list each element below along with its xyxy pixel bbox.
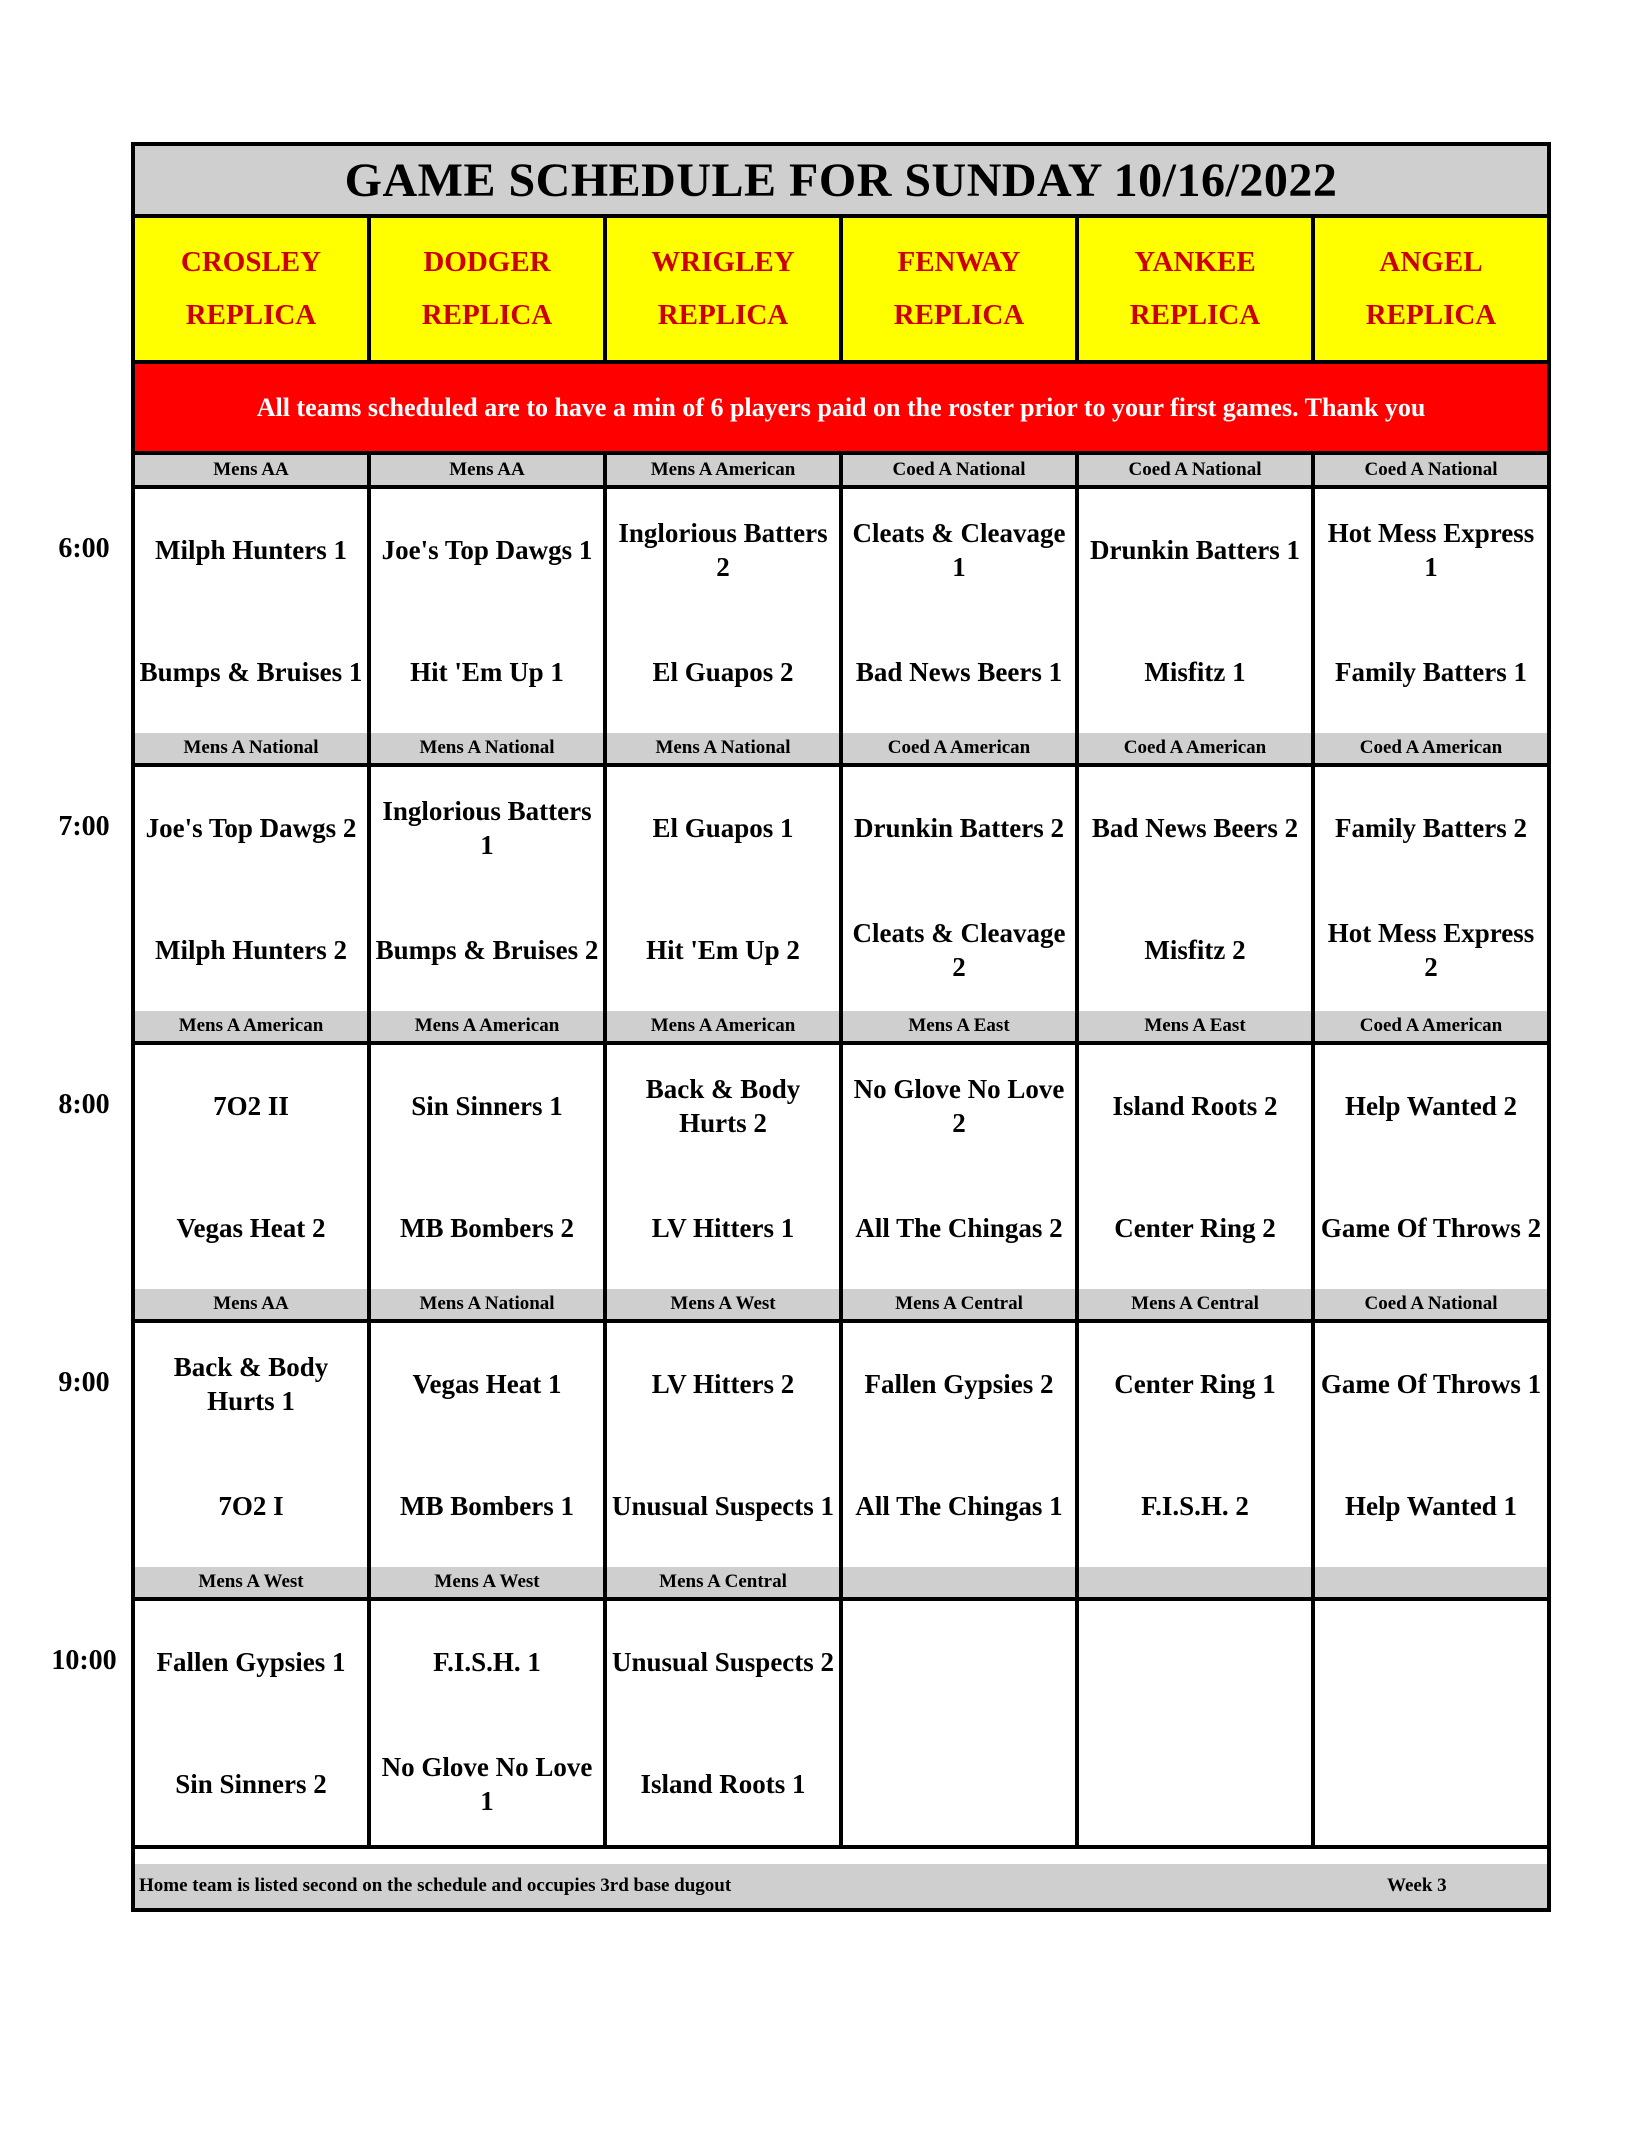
home-team: Bumps & Bruises 2 <box>375 935 599 965</box>
home-team: MB Bombers 2 <box>400 1213 574 1243</box>
home-team: Hit 'Em Up 1 <box>410 657 564 687</box>
division-row <box>135 733 1547 767</box>
division-label: Coed A National <box>1079 455 1315 485</box>
game-cell <box>135 1045 371 1289</box>
field-name: CROSLEY <box>180 246 322 278</box>
home-team: Bumps & Bruises 1 <box>139 657 363 687</box>
division-label: Mens A East <box>1079 1011 1315 1041</box>
home-team: Cleats & Cleavage 2 <box>852 918 1066 982</box>
division-label: Mens A American <box>607 455 843 485</box>
field-name: ANGEL <box>1379 246 1483 278</box>
division-label: Mens AA <box>135 1289 371 1319</box>
field-header <box>843 218 1079 360</box>
division-row <box>135 455 1547 489</box>
away-team: Vegas Heat 1 <box>412 1369 562 1399</box>
away-team: F.I.S.H. 1 <box>433 1647 541 1677</box>
away-team: Center Ring 1 <box>1114 1369 1276 1399</box>
game-cell <box>1315 1601 1547 1845</box>
away-team <box>1315 1601 1547 1723</box>
away-team: Cleats & Cleavage 1 <box>852 518 1066 582</box>
field-header <box>1079 218 1315 360</box>
away-team: Game Of Throws 1 <box>1320 1369 1542 1399</box>
away-team: Drunkin Batters 2 <box>853 813 1064 843</box>
game-cell <box>135 489 371 733</box>
game-row <box>135 489 1547 737</box>
away-team: Milph Hunters 1 <box>154 535 348 565</box>
game-cell <box>371 1045 607 1289</box>
game-cell <box>1315 767 1547 1011</box>
game-cell <box>843 1601 1079 1845</box>
game-cell <box>607 489 843 733</box>
field-subtitle: REPLICA <box>185 299 317 331</box>
division-label: Mens A National <box>607 733 843 763</box>
away-team: Back & Body Hurts 2 <box>645 1074 801 1138</box>
game-cell <box>843 1045 1079 1289</box>
game-cell <box>135 1323 371 1567</box>
time-label: 8:00 <box>58 1089 110 1120</box>
home-team: Hit 'Em Up 2 <box>646 935 800 965</box>
division-label: Coed A American <box>843 733 1079 763</box>
division-label <box>1315 1567 1547 1597</box>
game-cell <box>1079 1045 1315 1289</box>
home-team: 7O2 I <box>218 1491 284 1521</box>
division-label: Mens AA <box>135 455 371 485</box>
game-cell <box>1315 1045 1547 1289</box>
division-label: Mens A National <box>371 733 607 763</box>
field-header-row <box>135 218 1547 364</box>
game-cell <box>843 489 1079 733</box>
away-team: Inglorious Batters 1 <box>382 796 592 860</box>
division-label: Mens A American <box>371 1011 607 1041</box>
field-name: WRIGLEY <box>651 246 795 278</box>
game-cell <box>1079 1323 1315 1567</box>
division-row <box>135 1289 1547 1323</box>
division-label: Mens A West <box>371 1567 607 1597</box>
away-team: LV Hitters 2 <box>651 1369 795 1399</box>
time-slot-block <box>135 1011 1547 1293</box>
field-header <box>371 218 607 360</box>
away-team: Help Wanted 2 <box>1344 1091 1518 1121</box>
game-cell <box>843 767 1079 1011</box>
field-subtitle: REPLICA <box>657 299 789 331</box>
game-cell <box>371 489 607 733</box>
division-label: Coed A National <box>1364 1293 1498 1314</box>
game-cell <box>135 767 371 1011</box>
division-row <box>135 1011 1547 1045</box>
division-label: Mens A Central <box>607 1567 843 1597</box>
page-title: GAME SCHEDULE FOR SUNDAY 10/16/2022 <box>135 146 1547 218</box>
away-team: Fallen Gypsies 2 <box>864 1369 1054 1399</box>
game-cell <box>371 1323 607 1567</box>
game-cell <box>607 1601 843 1845</box>
home-team: Help Wanted 1 <box>1344 1491 1518 1521</box>
time-slot-block <box>135 733 1547 1015</box>
home-team: Misfitz 2 <box>1144 935 1246 965</box>
field-subtitle: REPLICA <box>1365 299 1497 331</box>
away-team: Bad News Beers 2 <box>1091 813 1299 843</box>
game-row <box>135 1045 1547 1293</box>
time-label: 9:00 <box>58 1367 110 1398</box>
division-label: Mens A National <box>371 1289 607 1319</box>
away-team: Joe's Top Dawgs 1 <box>381 535 593 565</box>
division-label: Mens A West <box>135 1567 371 1597</box>
time-slot-block <box>135 1289 1547 1571</box>
division-label: Mens AA <box>371 455 607 485</box>
time-label: 7:00 <box>58 811 110 842</box>
home-team: Milph Hunters 2 <box>154 935 348 965</box>
home-team: Unusual Suspects 1 <box>611 1491 835 1521</box>
away-team: Fallen Gypsies 1 <box>156 1647 346 1677</box>
time-slot-block <box>135 455 1547 737</box>
home-team: F.I.S.H. 2 <box>1141 1491 1249 1521</box>
division-label: Coed A National <box>843 455 1079 485</box>
home-team <box>1315 1723 1547 1845</box>
game-cell <box>607 1323 843 1567</box>
field-header <box>607 218 843 360</box>
division-label <box>843 1567 1079 1597</box>
field-header <box>135 218 371 360</box>
game-cell <box>135 1601 371 1845</box>
home-team: Hot Mess Express 2 <box>1327 918 1535 982</box>
schedule-footer <box>135 1864 1547 1908</box>
game-cell <box>607 767 843 1011</box>
game-cell <box>371 767 607 1011</box>
away-team: Sin Sinners 1 <box>411 1091 563 1121</box>
game-cell <box>371 1601 607 1845</box>
home-team <box>843 1723 1075 1845</box>
home-team: Island Roots 1 <box>640 1769 806 1799</box>
field-name: FENWAY <box>897 246 1021 278</box>
division-label <box>1079 1567 1315 1597</box>
division-row <box>135 1567 1547 1601</box>
home-team: MB Bombers 1 <box>400 1491 574 1521</box>
home-team: All The Chingas 1 <box>855 1491 1063 1521</box>
away-team: Hot Mess Express 1 <box>1327 518 1535 582</box>
time-slot-block <box>135 1567 1547 1849</box>
away-team <box>1079 1601 1311 1723</box>
away-team: Back & Body Hurts 1 <box>173 1352 329 1416</box>
division-label: Mens A American <box>607 1011 843 1041</box>
division-label: Mens A West <box>607 1289 843 1319</box>
game-row <box>135 767 1547 1015</box>
home-team: Sin Sinners 2 <box>175 1769 327 1799</box>
division-label: Mens A East <box>843 1011 1079 1041</box>
away-team: Island Roots 2 <box>1112 1091 1278 1121</box>
home-team: All The Chingas 2 <box>855 1213 1063 1243</box>
game-row <box>135 1323 1547 1571</box>
game-cell <box>1079 1601 1315 1845</box>
field-subtitle: REPLICA <box>893 299 1025 331</box>
division-label: Mens A National <box>135 733 371 763</box>
field-subtitle: REPLICA <box>1129 299 1261 331</box>
time-label: 6:00 <box>58 533 110 564</box>
away-team: El Guapos 1 <box>652 813 794 843</box>
roster-notice: All teams scheduled are to have a min of 6 players paid on the roster prior to your first games. Thank you <box>135 364 1547 455</box>
division-label: Mens A American <box>135 1011 371 1041</box>
home-team: No Glove No Love 1 <box>381 1752 593 1816</box>
home-team: Center Ring 2 <box>1114 1213 1276 1243</box>
home-team: Vegas Heat 2 <box>176 1213 326 1243</box>
game-cell <box>1315 489 1547 733</box>
division-label: Coed A National <box>1364 459 1498 480</box>
home-team: Misfitz 1 <box>1144 657 1246 687</box>
division-label: Coed A American <box>1359 1015 1503 1036</box>
home-team: LV Hitters 1 <box>651 1213 795 1243</box>
home-team-note: Home team is listed second on the schedule and occupies 3rd base dugout <box>139 1875 732 1896</box>
time-label: 10:00 <box>51 1645 117 1676</box>
game-cell <box>843 1323 1079 1567</box>
home-team <box>1079 1723 1311 1845</box>
away-team: No Glove No Love 2 <box>853 1074 1065 1138</box>
game-cell <box>1079 767 1315 1011</box>
week-label: Week 3 <box>1387 1875 1447 1896</box>
game-cell <box>1079 489 1315 733</box>
home-team: Bad News Beers 1 <box>855 657 1063 687</box>
division-label: Mens A Central <box>1079 1289 1315 1319</box>
field-name: DODGER <box>423 246 551 278</box>
away-team: Family Batters 2 <box>1335 813 1527 843</box>
schedule-sheet <box>131 142 1551 1912</box>
game-row <box>135 1601 1547 1849</box>
field-name: YANKEE <box>1134 246 1256 278</box>
home-team: Family Batters 1 <box>1335 657 1527 687</box>
away-team: Unusual Suspects 2 <box>611 1647 835 1677</box>
away-team <box>843 1601 1075 1723</box>
division-label: Mens A Central <box>843 1289 1079 1319</box>
division-label: Coed A American <box>1079 733 1315 763</box>
away-team: Drunkin Batters 1 <box>1089 535 1300 565</box>
field-subtitle: REPLICA <box>421 299 553 331</box>
home-team: El Guapos 2 <box>652 657 794 687</box>
away-team: Inglorious Batters 2 <box>618 518 828 582</box>
game-cell <box>607 1045 843 1289</box>
game-cell <box>1315 1323 1547 1567</box>
away-team: Joe's Top Dawgs 2 <box>145 813 357 843</box>
away-team: 7O2 II <box>213 1091 289 1121</box>
division-label: Coed A American <box>1359 737 1503 758</box>
field-header <box>1315 218 1547 360</box>
home-team: Game Of Throws 2 <box>1320 1213 1542 1243</box>
